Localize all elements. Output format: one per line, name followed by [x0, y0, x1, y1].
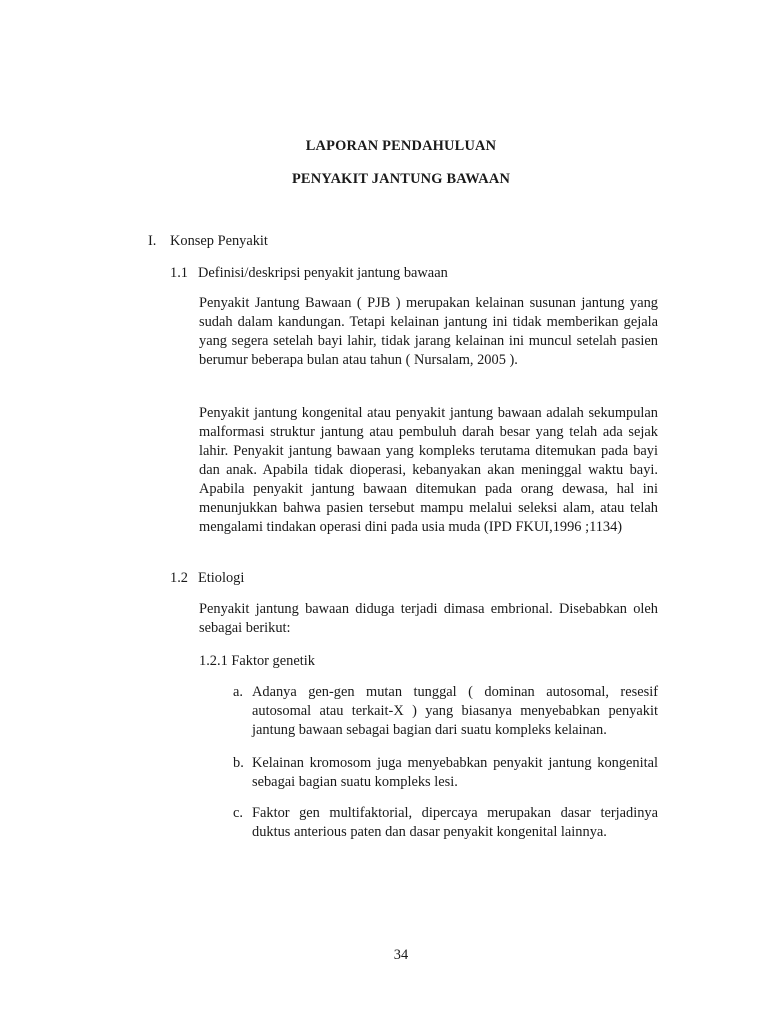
list-item [233, 683, 658, 740]
list-item [233, 754, 658, 792]
paragraph-definition-2: Penyakit jantung kongenital atau penyakit jantung bawaan adalah sekumpulan malformasi struktur jantung atau pembuluh darah besar yang telah ada sejak lahir. Penyakit jantung bawaan yang kompleks terutama ditemukan pada bayi dan anak. Apabila tidak dioperasi, kebanyakan akan meninggal waktu bayi. Apabila penyakit jantung bawaan ditemukan pada orang dewasa, hal ini menunjukkan bahwa pasien tersebut mampu melalui seleksi alam, atau telah mengalami tindakan operasi dini pada usia muda (IPD FKUI,1996 ;1134) [199, 405, 658, 535]
section-heading [148, 232, 268, 251]
document-subtitle: PENYAKIT JANTUNG BAWAAN [291, 171, 511, 187]
subsubsection-heading: 1.2.1 Faktor genetik [199, 653, 315, 669]
subsection-number: 1.2 [170, 570, 188, 586]
page-number: 34 [393, 947, 409, 963]
list-item-label: b. [233, 755, 244, 771]
list-item-label: c. [233, 805, 243, 821]
section-number: I. [148, 233, 157, 249]
list-item-text: Adanya gen-gen mutan tunggal ( dominan autosomal, resesif autosomal atau terkait-X ) yang biasanya menyebabkan penyakit jantung bawaan sebagai bagian dari suatu kompleks kelainan. [252, 684, 658, 738]
subsection-title: Definisi/deskripsi penyakit jantung bawaan [198, 265, 448, 281]
subsection-heading-1-2 [170, 569, 244, 588]
section-title: Konsep Penyakit [170, 233, 268, 249]
paragraph-definition-1: Penyakit Jantung Bawaan ( PJB ) merupakan kelainan susunan jantung yang sudah dalam kandungan. Tetapi kelainan jantung ini tidak memberikan gejala yang segera setelah bayi lahir, tidak jarang kelainan ini muncul setelah pasien berumur beberapa bulan atau tahun ( Nursalam, 2005 ). [199, 295, 658, 368]
subsection-number: 1.1 [170, 265, 188, 281]
list-item-label: a. [233, 684, 243, 700]
subsection-title: Etiologi [198, 570, 245, 586]
list-item [233, 804, 658, 842]
list-item-text: Faktor gen multifaktorial, dipercaya merupakan dasar terjadinya duktus anterious paten dan dasar penyakit kongenital lainnya. [252, 805, 658, 840]
list-item-text: Kelainan kromosom juga menyebabkan penyakit jantung kongenital sebagai bagian suatu kompleks lesi. [252, 755, 658, 790]
document-title: LAPORAN PENDAHULUAN [305, 138, 497, 154]
paragraph-etiology: Penyakit jantung bawaan diduga terjadi dimasa embrional. Disebabkan oleh sebagai berikut: [199, 601, 658, 636]
subsection-heading-1-1 [170, 264, 448, 283]
